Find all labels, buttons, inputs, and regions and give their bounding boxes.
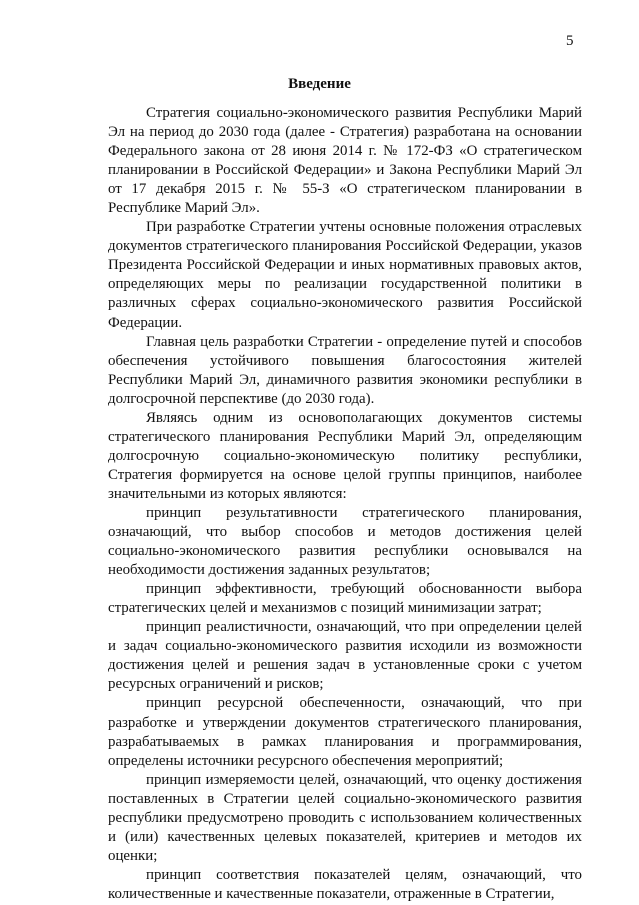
- paragraph: При разработке Стратегии учтены основные положения отраслевых документов стратегического планирования Российской Федерации, указов Президента Российской Федерации и иных нормативных правовых актов, определяющих меры по реализации государственной политики в различных сферах социально-экономического развития Российской Федерации.: [108, 219, 582, 331]
- paragraph: Главная цель разработки Стратегии - определение путей и способов обеспечения устойчивого повышения благосостояния жителей Республики Марий Эл, динамичного развития экономики республики в долгосрочной перспективе (до 2030 года).: [108, 333, 582, 407]
- paragraph: принцип ресурсной обеспеченности, означающий, что при разработке и утверждении документов стратегического планирования, разрабатываемых в рамках планирования и программирования, определены источники ресурсного обеспечения мероприятий;: [108, 695, 582, 769]
- document-body: [108, 104, 582, 904]
- paragraph: принцип соответствия показателей целям, означающий, что количественные и качественные показатели, отраженные в Стратегии,: [108, 866, 582, 902]
- paragraph: принцип реалистичности, означающий, что при определении целей и задач социально-экономического развития исходили из возможности достижения целей и решения задач в установленные сроки с учетом ресурсных ограничений и рисков;: [108, 619, 582, 693]
- page-number: 5: [566, 33, 574, 49]
- paragraph: принцип измеряемости целей, означающий, что оценку достижения поставленных в Стратегии целей социально-экономического развития республики предусмотрено проводить с использованием количественных и (или) качественных целевых показателей, критериев и методов их оценки;: [108, 771, 582, 864]
- paragraph: принцип эффективности, требующий обоснованности выбора стратегических целей и механизмов с позиций минимизации затрат;: [108, 581, 582, 617]
- paragraph: принцип результативности стратегического планирования, означающий, что выбор способов и методов достижения целей социально-экономического развития республики основывался на необходимости достижения заданных результатов;: [108, 504, 582, 579]
- section-title: Введение: [288, 76, 351, 92]
- paragraph: Являясь одним из основополагающих документов системы стратегического планирования Республики Марий Эл, определяющим долгосрочную социально-экономическую политику республики, Стратегия формируется на основе целой группы принципов, наиболее значительными из которых являются:: [108, 409, 582, 502]
- paragraph: Стратегия социально-экономического развития Республики Марий Эл на период до 2030 года (далее - Стратегия) разработана на основании Федерального закона от 28 июня 2014 г. № 172-ФЗ «О стратегическом планировании в Российской Федерации» и Закона Республики Марий Эл от 17 декабря 2015 г. № 55-З «О стратегическом планировании в Республике Марий Эл».: [108, 105, 582, 217]
